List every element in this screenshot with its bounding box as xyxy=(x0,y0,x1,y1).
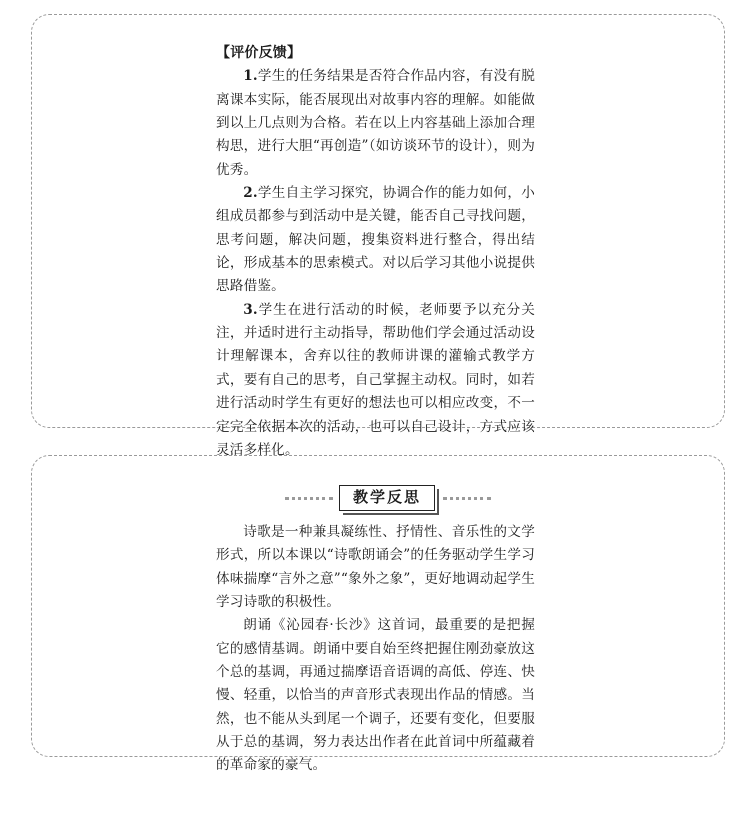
item-number: 3. xyxy=(243,301,258,318)
feedback-item-2 xyxy=(216,182,535,299)
item-text: 学生自主学习探究，协调合作的能力如何，小组成员都参与到活动中是关键，能否自己寻找问题，思考问题，解决问题，搜集资料进行整合，得出结论，形成基本的思索模式。对以后学习其他小说提供思路借鉴。 xyxy=(216,185,535,295)
reflection-paragraph-2: 朗诵《沁园春·长沙》这首词，最重要的是把握它的感情基调。朗诵中要自始至终把握住刚劲豪放这个总的基调，再通过揣摩语音语调的高低、停连、快慢、轻重，以恰当的声音形式表现出作品的情感。当然，也不能从头到尾一个调子，还要有变化，但要服从于总的基调，努力表达出作者在此首词中所蕴藏着的革命家的豪气。 xyxy=(216,617,535,774)
dotted-divider-right xyxy=(443,497,491,500)
item-text: 学生的任务结果是否符合作品内容，有没有脱离课本实际，能否展现出对故事内容的理解。如能做到以上几点则为合格。若在以上内容基础上添加合理构思，进行大胆“再创造”（如访谈环节的设计），则为优秀。 xyxy=(216,68,535,178)
teaching-reflection-content xyxy=(216,521,535,778)
section-heading: 【评价反馈】 xyxy=(216,45,302,61)
reflection-paragraph-1: 诗歌是一种兼具凝练性、抒情性、音乐性的文学形式，所以本课以“诗歌朗诵会”的任务驱动学生学习体味揣摩“言外之意”“象外之象”，更好地调动起学生学习诗歌的积极性。 xyxy=(216,524,535,611)
section-title: 教学反思 xyxy=(339,485,435,511)
section-title-banner xyxy=(285,483,491,513)
item-number: 1. xyxy=(243,68,258,85)
item-number: 2. xyxy=(243,185,258,202)
feedback-item-3 xyxy=(216,299,535,462)
feedback-item-1 xyxy=(216,65,535,182)
evaluation-feedback-content xyxy=(216,42,535,462)
dotted-divider-left xyxy=(285,497,333,500)
item-text: 学生在进行活动的时候，老师要予以充分关注，并适时进行主动指导，帮助他们学会通过活动设计理解课本，舍弃以往的教师讲课的灌输式教学方式，要有自己的思考，自己掌握主动权。同时，如若进行活动时学生有更好的想法也可以相应改变，不一定完全依据本次的活动，也可以自己设计，方式应该灵活多样化。 xyxy=(216,301,535,458)
